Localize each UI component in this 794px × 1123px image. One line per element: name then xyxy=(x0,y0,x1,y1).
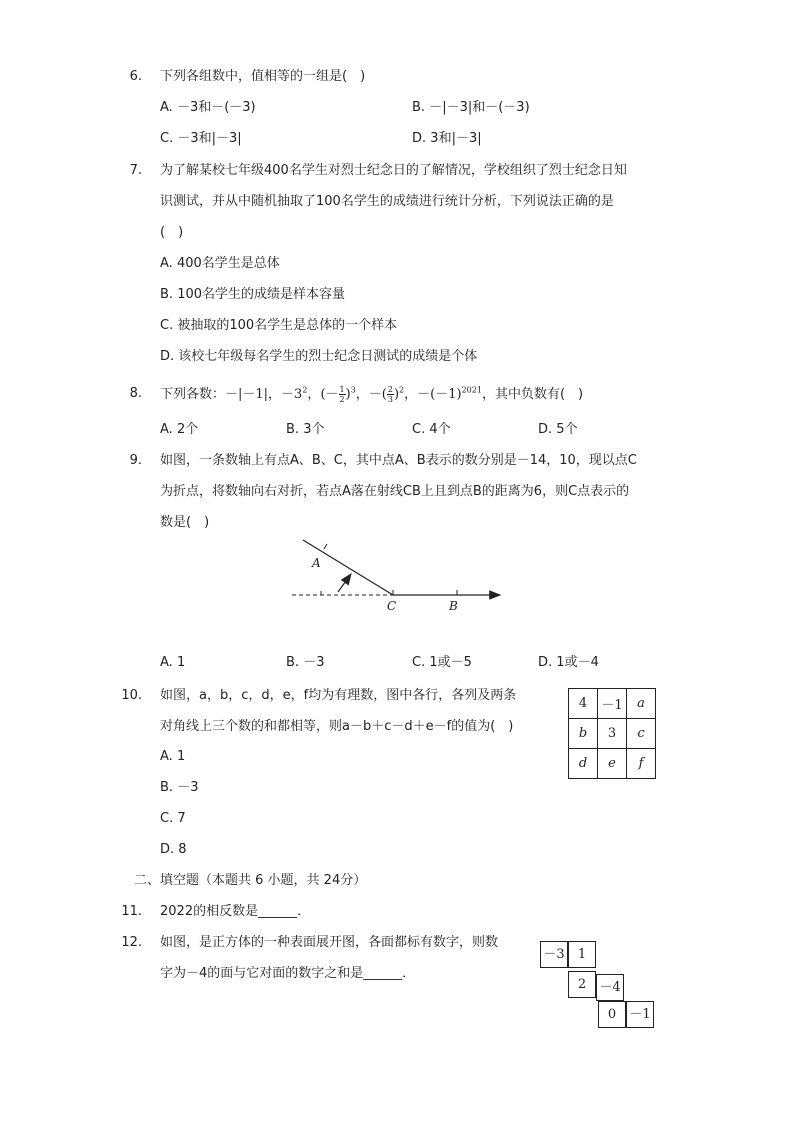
q7-option-d[interactable] xyxy=(160,348,477,366)
net-face: 0 xyxy=(598,1001,626,1028)
q6-option-a[interactable] xyxy=(160,99,256,117)
option-label: C. xyxy=(412,655,426,670)
option-text: 4个 xyxy=(429,422,451,437)
option-label: C. xyxy=(160,318,174,333)
grid-cell: f xyxy=(627,749,656,779)
q10-stem-line2: 对角线上三个数的和都相等，则a－b＋c－d＋e－f的值为( ) xyxy=(160,719,514,734)
q11-number: 11. xyxy=(121,904,142,919)
q12-stem-line2: 字为－4的面与它对面的数字之和是______． xyxy=(160,966,416,981)
option-text: 1 xyxy=(176,655,186,670)
option-label: D. xyxy=(412,131,427,146)
option-text: 1或－4 xyxy=(556,655,599,670)
grid-cell: a xyxy=(627,689,656,719)
option-text: 3个 xyxy=(303,422,325,437)
section-title-fill-in: 二、填空题（本题共 6 小题，共 24分） xyxy=(134,873,367,888)
option-label: B. xyxy=(160,287,174,302)
net-face: 1 xyxy=(568,941,596,968)
net-face: －3 xyxy=(540,941,568,968)
option-label: A. xyxy=(160,256,173,271)
q12-number: 12. xyxy=(121,935,142,950)
q8-term-1: －|－1|， xyxy=(225,387,282,402)
option-text: 400名学生是总体 xyxy=(176,256,280,271)
option-text: 被抽取的100名学生是总体的一个样本 xyxy=(177,318,398,333)
fraction-numerator: 2 xyxy=(387,385,393,394)
q8-stem xyxy=(160,385,583,404)
q8-term-5-base: －(－1) xyxy=(417,387,462,402)
option-text: 5个 xyxy=(556,422,578,437)
q8-term-3 xyxy=(320,387,368,402)
q7-stem-line1: 为了解某校七年级400名学生对烈士纪念日的了解情况，学校组织了烈士纪念日知 xyxy=(160,163,627,178)
option-text: 100名学生的成绩是样本容量 xyxy=(177,287,346,302)
q9-stem-line3: 数是( ) xyxy=(160,515,210,530)
q8-term-4-open: －( xyxy=(368,387,387,402)
q8-option-b[interactable] xyxy=(286,421,324,439)
q8-lead: 下列各数： xyxy=(160,387,226,402)
option-text: 3和|－3| xyxy=(430,131,482,146)
q8-tail: ，其中负数有( ) xyxy=(481,387,584,402)
option-label: C. xyxy=(160,131,174,146)
option-label: A. xyxy=(160,655,173,670)
q10-number: 10. xyxy=(121,688,142,703)
q8-term-4-fraction xyxy=(387,385,394,404)
q10-stem-line1: 如图，a，b，c，d，e，f均为有理数，图中各行，各列及两条 xyxy=(160,688,517,703)
q6-stem: 下列各组数中，值相等的一组是( ) xyxy=(160,69,366,84)
q7-option-c[interactable] xyxy=(160,317,397,335)
q8-term-2-base: －3 xyxy=(281,387,303,402)
label-c: C xyxy=(387,599,397,613)
q8-number: 8. xyxy=(129,386,142,401)
q8-term-3-fraction xyxy=(339,385,346,404)
option-text: 1 xyxy=(176,749,186,764)
option-label: B. xyxy=(286,655,300,670)
option-text: 1或－5 xyxy=(429,655,472,670)
q10-option-d[interactable] xyxy=(160,841,187,859)
tick-a xyxy=(324,544,327,549)
q12-stem-line1: 如图，是正方体的一种表面展开图，各面都标有数字，则数 xyxy=(160,935,499,950)
q10-option-a[interactable] xyxy=(160,748,185,766)
fraction-denominator: 3 xyxy=(387,395,393,404)
option-label: D. xyxy=(538,422,553,437)
q10-magic-square xyxy=(568,688,656,779)
q10-option-b[interactable] xyxy=(160,779,198,797)
q6-option-b[interactable] xyxy=(412,99,530,117)
option-label: A. xyxy=(160,100,173,115)
q9-stem-line2: 为折点，将数轴向右对折，若点A落在射线CB上且到点B的距离为6，则C点表示的 xyxy=(160,484,630,499)
q7-stem-line2: 识测试，并从中随机抽取了100名学生的成绩进行统计分析，下列说法正确的是 xyxy=(160,194,614,209)
q10-option-c[interactable] xyxy=(160,810,186,828)
q8-term-4-exponent: 2 xyxy=(399,385,405,395)
option-text: －3 xyxy=(303,655,325,670)
q7-option-a[interactable] xyxy=(160,255,280,273)
option-text: －3和－(－3) xyxy=(176,100,256,115)
q8-term-4-sep: ， xyxy=(404,387,418,402)
option-label: D. xyxy=(538,655,553,670)
grid-cell: c xyxy=(627,719,656,749)
q9-option-b[interactable] xyxy=(286,654,324,672)
fold-arrow-icon xyxy=(338,574,351,592)
q9-folded-number-line-figure xyxy=(280,535,510,620)
grid-cell: 4 xyxy=(569,689,598,719)
option-label: D. xyxy=(160,349,175,364)
option-label: A. xyxy=(160,749,173,764)
q9-option-d[interactable] xyxy=(538,654,599,672)
q8-term-3-close: ) xyxy=(345,387,351,402)
q6-option-d[interactable] xyxy=(412,130,482,148)
q8-term-4 xyxy=(369,387,417,402)
q8-option-d[interactable] xyxy=(538,421,578,439)
option-text: 2个 xyxy=(176,422,199,437)
q8-term-2 xyxy=(281,387,320,402)
q8-term-3-open: (－ xyxy=(320,387,339,402)
option-text: 该校七年级每名学生的烈士纪念日测试的成绩是个体 xyxy=(178,349,478,364)
option-text: －3 xyxy=(177,780,199,795)
option-label: C. xyxy=(160,811,174,826)
q9-option-a[interactable] xyxy=(160,654,185,672)
q8-option-c[interactable] xyxy=(412,421,451,439)
q8-term-5 xyxy=(417,387,482,402)
q8-term-2-sep: ， xyxy=(307,387,321,402)
net-face: 2 xyxy=(568,971,596,998)
grid-cell: d xyxy=(569,749,598,779)
grid-cell: b xyxy=(569,719,598,749)
q7-stem-line3: ( ) xyxy=(160,225,184,240)
q9-number: 9. xyxy=(129,453,142,468)
q8-term-5-exponent: 2021 xyxy=(461,385,482,395)
grid-cell: 3 xyxy=(598,719,627,749)
q8-option-a[interactable] xyxy=(160,421,198,439)
option-label: B. xyxy=(412,100,426,115)
fraction-denominator: 2 xyxy=(339,395,345,404)
q9-option-c[interactable] xyxy=(412,654,472,672)
net-face: －4 xyxy=(596,974,624,1001)
net-face: －1 xyxy=(626,1001,654,1028)
option-label: D. xyxy=(160,842,175,857)
grid-cell: e xyxy=(598,749,627,779)
grid-cell: －1 xyxy=(598,689,627,719)
q6-option-c[interactable] xyxy=(160,130,242,148)
label-a: A xyxy=(312,556,321,570)
q7-option-b[interactable] xyxy=(160,286,345,304)
option-text: －|－3|和－(－3) xyxy=(429,100,530,115)
option-label: A. xyxy=(160,422,173,437)
fraction-numerator: 1 xyxy=(339,385,345,394)
option-text: 8 xyxy=(178,842,187,857)
option-text: －3和|－3| xyxy=(177,131,242,146)
option-label: B. xyxy=(286,422,300,437)
q8-term-2-exponent: 2 xyxy=(302,385,308,395)
label-b: B xyxy=(449,599,458,613)
q8-term-3-sep: ， xyxy=(355,387,369,402)
q9-stem-line1: 如图，一条数轴上有点A、B、C，其中点A、B表示的数分别是－14，10，现以点C xyxy=(160,453,637,468)
q8-term-3-exponent: 3 xyxy=(350,385,356,395)
q7-number: 7. xyxy=(129,163,142,178)
option-label: C. xyxy=(412,422,426,437)
q8-term-4-close: ) xyxy=(393,387,400,402)
option-label: B. xyxy=(160,780,174,795)
q6-number: 6. xyxy=(129,69,142,84)
q11-stem: 2022的相反数是______． xyxy=(160,904,311,919)
option-text: 7 xyxy=(177,811,186,826)
